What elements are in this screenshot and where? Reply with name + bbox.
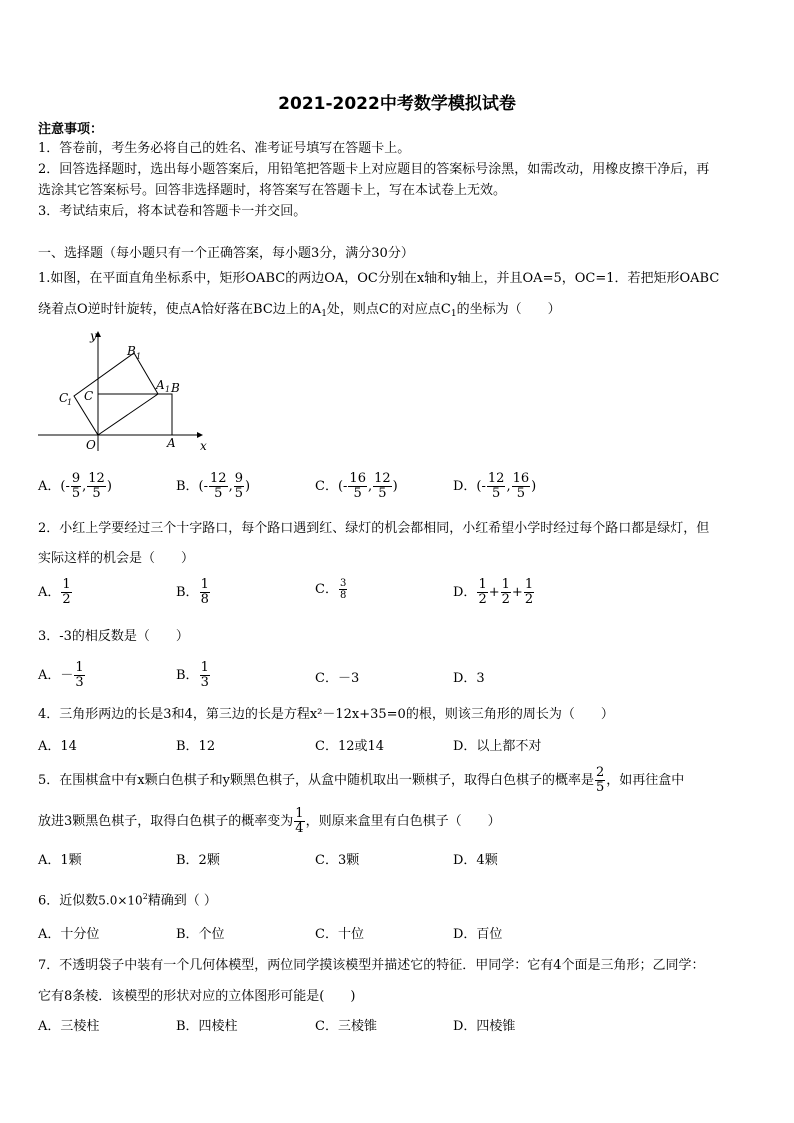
q3-option-c[interactable]: C．－3 xyxy=(315,671,360,686)
q1-option-a[interactable]: A．(- $\frac{9}{5}$ , $\frac{12}{5}$ ) xyxy=(38,471,112,501)
q1-option-b[interactable]: B．(- $\frac{12}{5}$ , $\frac{9}{5}$ ) xyxy=(176,471,251,501)
q6-option-c[interactable]: C．十位 xyxy=(315,927,364,942)
label-b1: B xyxy=(127,344,136,358)
q5-option-a[interactable]: A．1颗 xyxy=(38,853,82,868)
label-x: x xyxy=(200,439,207,453)
q6-option-a[interactable]: A．十分位 xyxy=(38,927,100,942)
q2-option-d[interactable]: D． $\frac{1}{2}$ + $\frac{1}{2}$ + $\frac{1}{2}$ xyxy=(453,577,534,607)
label-a1: A xyxy=(156,378,165,392)
section-heading: 一、选择题（每小题只有一个正确答案，每小题3分，满分30分） xyxy=(38,246,414,261)
notice-item-2-cont: 选涂其它答案标号。回答非选择题时，将答案写在答题卡上，写在本试卷上无效。 xyxy=(38,183,507,198)
q6-option-d[interactable]: D．百位 xyxy=(453,927,503,942)
q2-text-line2: 实际这样的机会是（ ） xyxy=(38,551,195,566)
q4-option-c[interactable]: C．12或14 xyxy=(315,739,385,754)
label-c1-sub: 1 xyxy=(67,398,73,407)
label-c1: C xyxy=(59,391,69,405)
q7-option-d[interactable]: D．四棱锥 xyxy=(453,1019,516,1034)
q5-text-line2: 放进3颗黑色棋子，取得白色棋子的概率变为 $\frac{1}{4}$ ，则原来盒里有白色棋子（ ） xyxy=(38,806,501,836)
q2-text-line1: 2．小红上学要经过三个十字路口，每个路口遇到红、绿灯的机会都相同，小红希望小学时经过每个路口都是绿灯，但 xyxy=(38,521,710,536)
page-title: 2021-2022中考数学模拟试卷 xyxy=(278,94,516,114)
q4-option-b[interactable]: B．12 xyxy=(176,739,216,754)
q4-option-a[interactable]: A．14 xyxy=(38,739,77,754)
notice-item-1: 1．答卷前，考生务必将自己的姓名、准考证号填写在答题卡上。 xyxy=(38,141,411,156)
q7-option-c[interactable]: C．三棱锥 xyxy=(315,1019,377,1034)
notice-item-3: 3．考试结束后，将本试卷和答题卡一并交回。 xyxy=(38,204,307,219)
q3-option-d[interactable]: D．3 xyxy=(453,671,485,686)
q1-figure xyxy=(34,326,214,456)
q3-option-b[interactable]: B． $\frac{1}{3}$ xyxy=(176,660,209,690)
q7-text-line2: 它有8条棱．该模型的形状对应的立体图形可能是( ) xyxy=(38,989,356,1004)
q7-option-b[interactable]: B．四棱柱 xyxy=(176,1019,238,1034)
q2-option-c[interactable]: C． $\frac{3}{8}$ xyxy=(315,578,347,601)
q4-text: 4．三角形两边的长是3和4，第三边的长是方程x²－12x+35=0的根，则该三角形的周长为（ ） xyxy=(38,707,614,722)
q6-text: 6．近似数$5.0\times 10^2$精确到（ ） xyxy=(38,892,217,909)
q3-option-a[interactable]: A．－ $\frac{1}{3}$ xyxy=(38,660,84,690)
q7-option-a[interactable]: A．三棱柱 xyxy=(38,1019,100,1034)
label-y: y xyxy=(90,329,97,343)
label-o: O xyxy=(86,438,96,452)
q6-option-b[interactable]: B．个位 xyxy=(176,927,225,942)
q1-text-line2: 绕着点O逆时针旋转，使点A恰好落在BC边上的$A_1$处，则点C的对应点$C_1$的坐标为（ ） xyxy=(38,302,561,319)
q2-option-b[interactable]: B． $\frac{1}{8}$ xyxy=(176,577,209,607)
q5-option-c[interactable]: C．3颗 xyxy=(315,853,360,868)
q5-option-b[interactable]: B．2颗 xyxy=(176,853,220,868)
q1-option-c[interactable]: C．(- $\frac{16}{5}$ , $\frac{12}{5}$ ) xyxy=(315,471,398,501)
q5-option-d[interactable]: D．4颗 xyxy=(453,853,498,868)
label-c: C xyxy=(84,389,94,403)
q7-text-line1: 7．不透明袋子中装有一个几何体模型，两位同学摸该模型并描述它的特征．甲同学：它有4个面是三角形；乙同学： xyxy=(38,958,705,973)
label-a1-sub: 1 xyxy=(165,385,171,394)
rectangle-oabc xyxy=(98,394,172,435)
q5-text-line1: 5．在围棋盒中有x颗白色棋子和y颗黑色棋子，从盒中随机取出一颗棋子，取得白色棋子的概率是 $\frac{2}{5}$ ，如再往盒中 xyxy=(38,765,685,795)
q4-option-d[interactable]: D．以上都不对 xyxy=(453,739,542,754)
label-b1-sub: 1 xyxy=(136,352,142,361)
label-a: A xyxy=(167,436,176,450)
label-b: B xyxy=(171,381,180,395)
notice-heading: 注意事项： xyxy=(38,122,104,137)
q2-option-a[interactable]: A． $\frac{1}{2}$ xyxy=(38,577,71,607)
q3-text: 3．-3的相反数是（ ） xyxy=(38,629,189,644)
q1-text-line1: 1.如图，在平面直角坐标系中，矩形OABC的两边OA，OC分别在x轴和y轴上，并且OA=5，OC=1．若把矩形OABC xyxy=(38,271,720,286)
notice-item-2: 2．回答选择题时，选出每小题答案后，用铅笔把答题卡上对应题目的答案标号涂黑，如需改动，用橡皮擦干净后，再 xyxy=(38,162,710,177)
q1-option-d[interactable]: D．(- $\frac{12}{5}$ , $\frac{16}{5}$ ) xyxy=(453,471,537,501)
